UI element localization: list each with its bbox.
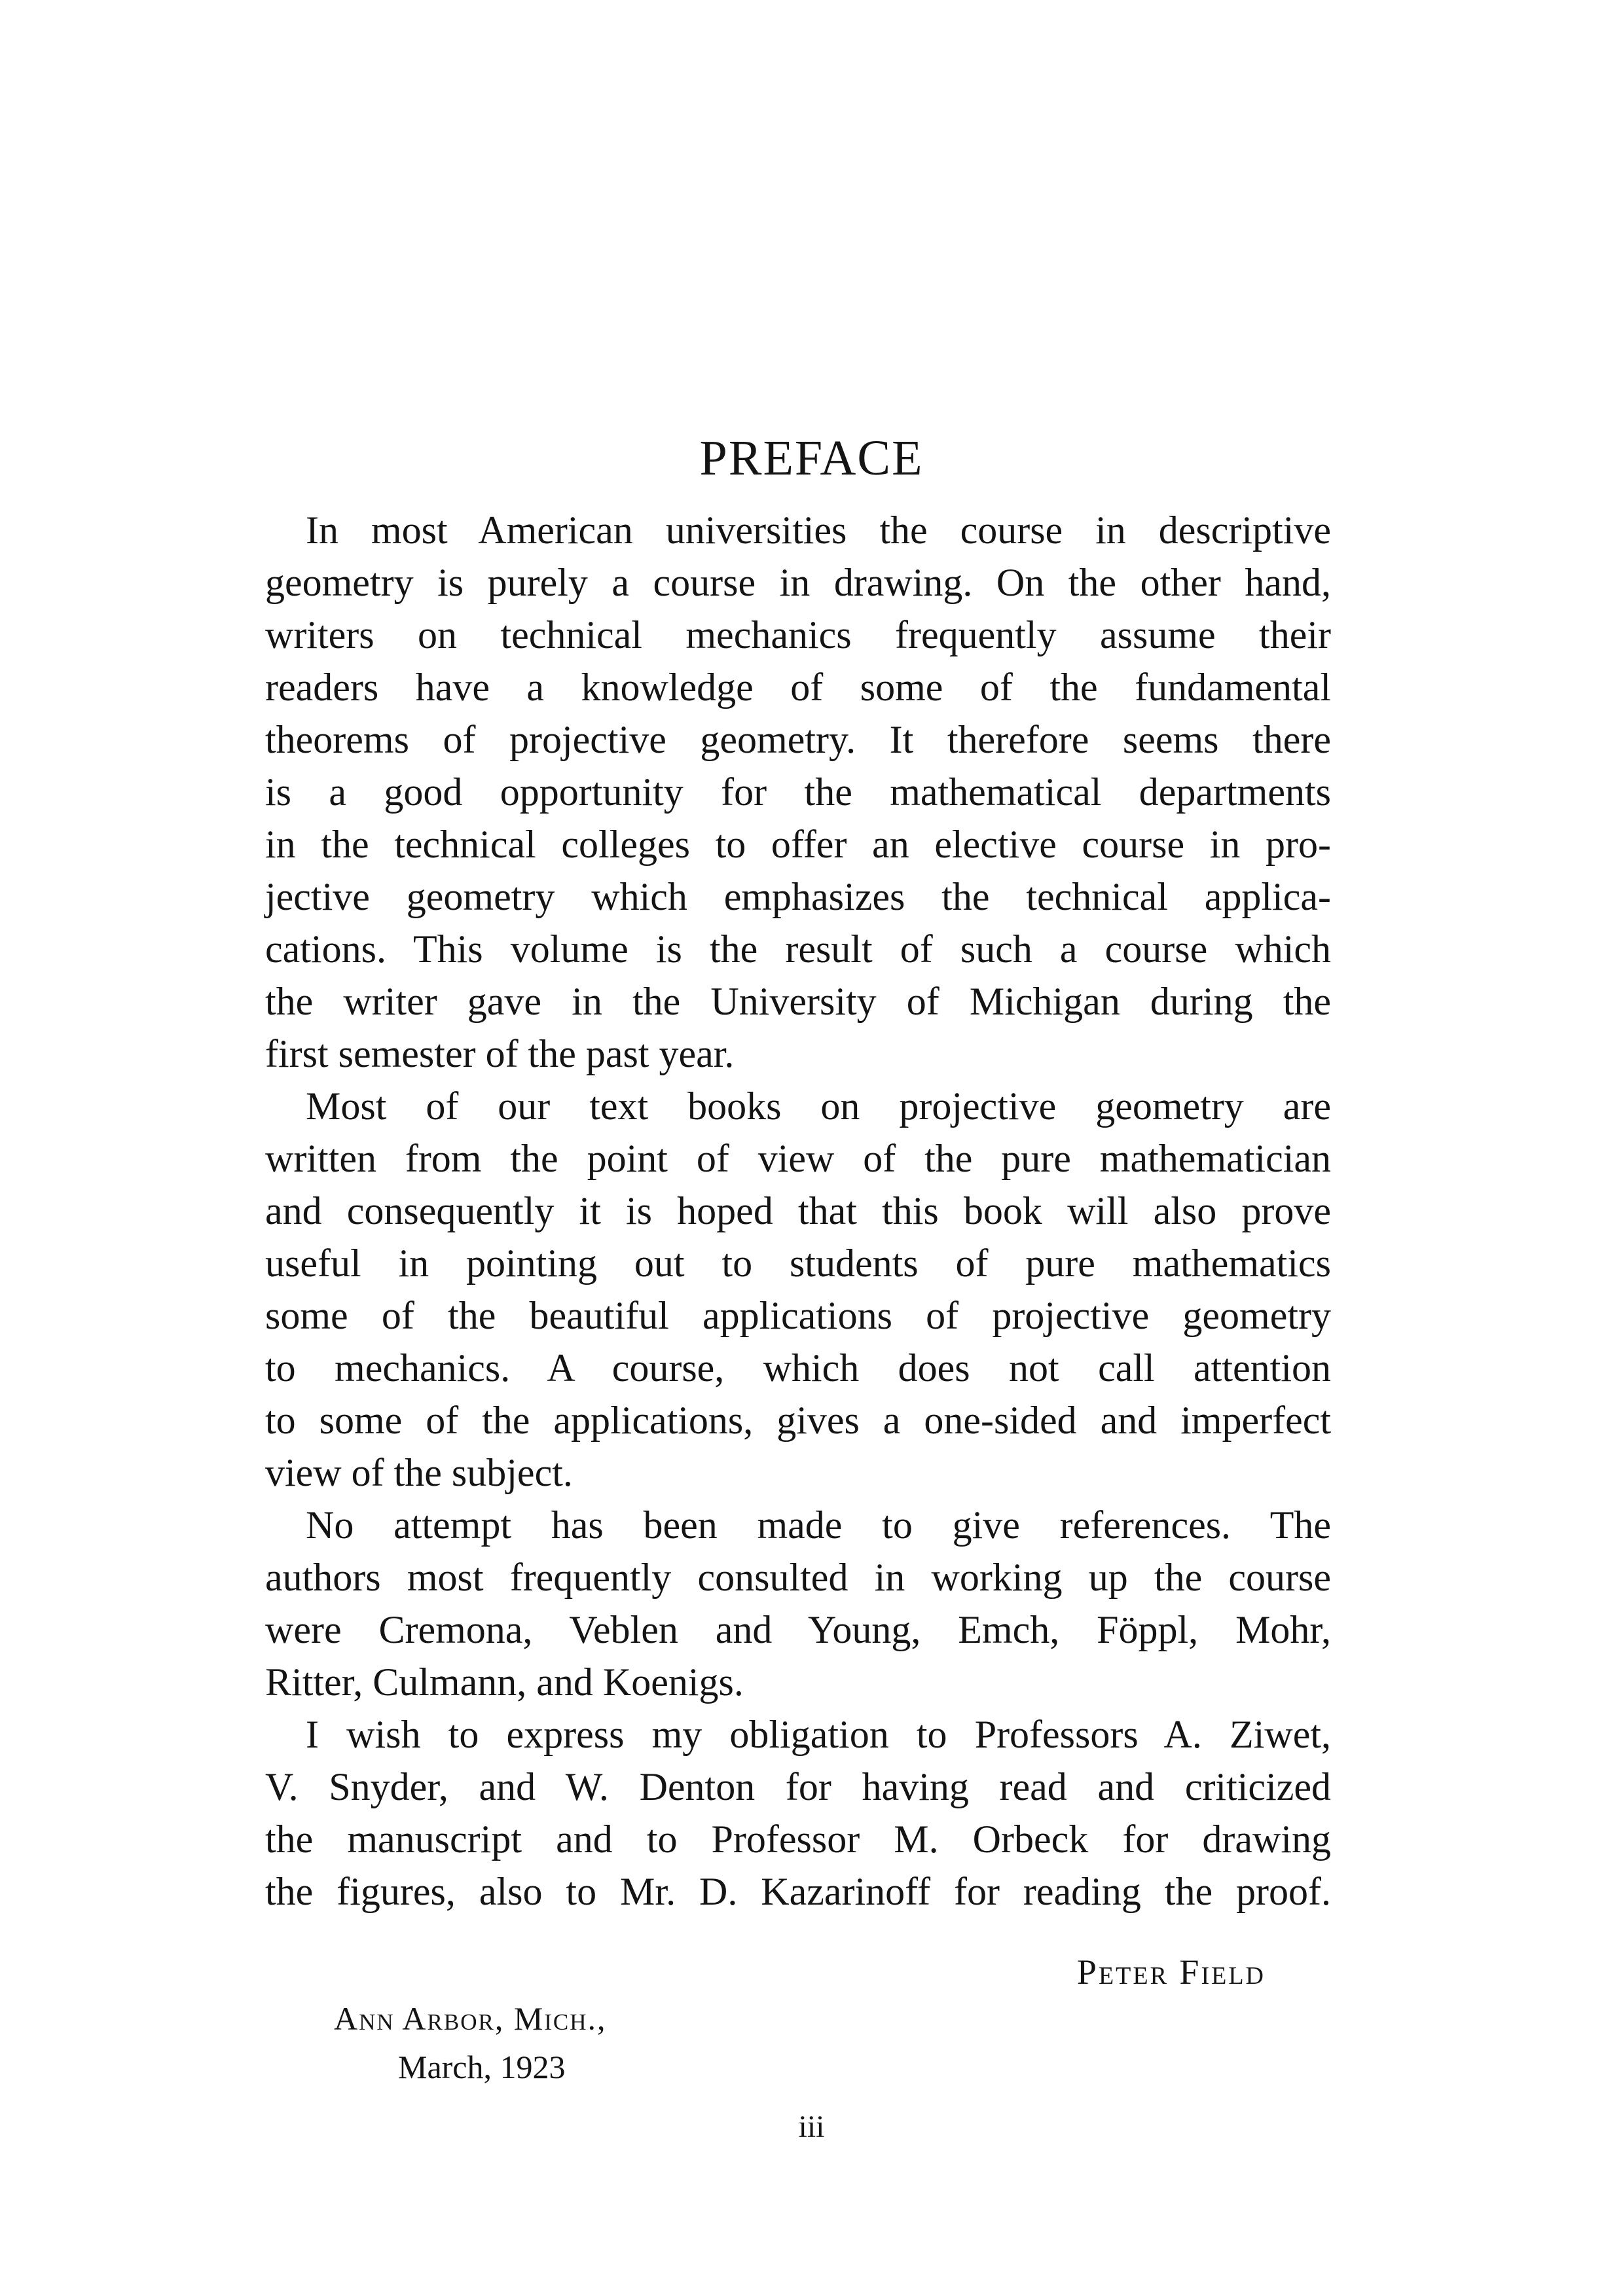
text-line: readers have a knowledge of some of the fundamental	[265, 666, 1331, 709]
text-line: Most of our text books on projective geometry are	[306, 1085, 1331, 1128]
text-line: cations. This volume is the result of such a course which	[265, 927, 1331, 971]
text-line: In most American universities the course in descriptive	[306, 509, 1331, 552]
text-line: writers on technical mechanics frequently assume their	[265, 613, 1331, 656]
text-line: to mechanics. A course, which does not call attention	[265, 1346, 1331, 1390]
text-line: the figures, also to Mr. D. Kazarinoff for reading the proof.	[265, 1870, 1331, 1913]
text-line: I wish to express my obligation to Professors A. Ziwet,	[306, 1713, 1331, 1756]
text-line: useful in pointing out to students of pure mathematics	[265, 1242, 1331, 1285]
text-line: were Cremona, Veblen and Young, Emch, Föppl, Mohr,	[265, 1608, 1331, 1651]
text-line: No attempt has been made to give references. The	[306, 1503, 1331, 1547]
text-line: V. Snyder, and W. Denton for having read and criticized	[265, 1765, 1331, 1808]
text-line: the manuscript and to Professor M. Orbeck for drawing	[265, 1818, 1331, 1861]
text-line: first semester of the past year.	[265, 1032, 735, 1075]
text-line: is a good opportunity for the mathematical departments	[265, 770, 1331, 814]
text-line: geometry is purely a course in drawing. On the other hand,	[265, 561, 1331, 604]
text-line: view of the subject.	[265, 1451, 573, 1494]
page-number: iii	[798, 2109, 825, 2144]
text-line: Ritter, Culmann, and Koenigs.	[265, 1660, 744, 1704]
text-line: some of the beautiful applications of projective geometry	[265, 1294, 1331, 1337]
place-line: Ann Arbor, Mich.,	[334, 2000, 607, 2037]
preface-body	[265, 504, 1331, 1918]
text-line: in the technical colleges to offer an elective course in pro-	[265, 823, 1331, 866]
text-line: and consequently it is hoped that this book will also prove	[265, 1189, 1331, 1232]
text-line: jective geometry which emphasizes the technical applica-	[265, 875, 1331, 918]
author-signature: Peter Field	[1076, 1952, 1266, 1992]
text-line: authors most frequently consulted in working up the course	[265, 1556, 1331, 1599]
text-line: the writer gave in the University of Michigan during the	[265, 980, 1331, 1023]
date-line: March, 1923	[398, 2049, 566, 2085]
text-line: to some of the applications, gives a one-sided and imperfect	[265, 1399, 1331, 1442]
text-line: written from the point of view of the pure mathematician	[265, 1137, 1331, 1180]
text-line: theorems of projective geometry. It therefore seems there	[265, 718, 1331, 761]
page-title: PREFACE	[699, 431, 924, 486]
